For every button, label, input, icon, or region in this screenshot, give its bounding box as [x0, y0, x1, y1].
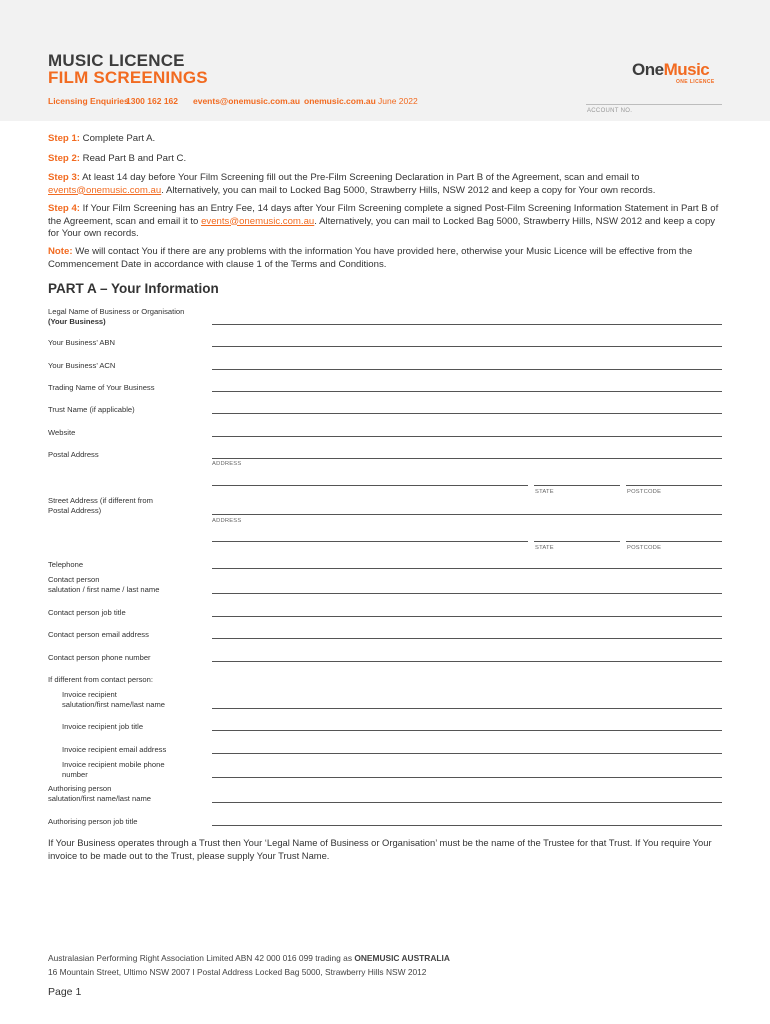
enquiries-label: Licensing Enquiries: [48, 96, 129, 106]
street-address-label: Street Address (if different from Postal Address): [48, 496, 153, 515]
step-3-email-link[interactable]: events@onemusic.com.au: [48, 184, 162, 196]
invoice-recipient-field[interactable]: [212, 708, 722, 709]
invoice-email-label: Invoice recipient email address: [62, 745, 167, 754]
contact-person-label: Contact person salutation / first name / last name: [48, 575, 160, 594]
street-postcode-sublabel: POSTCODE: [627, 545, 662, 551]
website-field[interactable]: [212, 436, 722, 437]
postal-state-sublabel: STATE: [535, 489, 554, 495]
email-link[interactable]: events@onemusic.com.au: [193, 96, 301, 106]
contact-job-field[interactable]: [212, 616, 722, 617]
part-a-title: PART A – Your Information: [48, 281, 219, 296]
street-state-field[interactable]: [534, 541, 620, 542]
postal-address-line2-field[interactable]: [212, 485, 528, 486]
website-link[interactable]: onemusic.com.au: [304, 96, 376, 106]
postal-address-field[interactable]: [212, 458, 722, 459]
website-label: Website: [48, 428, 76, 437]
invoice-mobile-label: Invoice recipient mobile phone number: [62, 760, 165, 779]
contact-job-label: Contact person job title: [48, 608, 126, 617]
account-no-line[interactable]: [586, 104, 722, 105]
invoice-email-field[interactable]: [212, 753, 722, 754]
step-4: Step 4: If Your Film Screening has an Entry Fee, 14 days after Your Film Screening complete a signed Post-Film Screening Information Statement in Part B of the Agreement, scan and email it to events@onemusic.com.au. Alternatively, you can mail to Locked Bag 5000, Strawberry Hills, NSW 2012 and keep a copy for Your own records.: [48, 203, 719, 239]
auth-person-label: Authorising person salutation/first name/last name: [48, 784, 151, 803]
acn-label: Your Business’ ACN: [48, 361, 116, 370]
postal-state-field[interactable]: [534, 485, 620, 486]
auth-job-label: Authorising person job title: [48, 817, 138, 826]
trust-note: If Your Business operates through a Trust then Your ‘Legal Name of Business or Organisation’ must be the name of the Trustee for that Trust. If You require Your invoice to be made out to the Trust, please supply Your Trust Name.: [48, 837, 712, 861]
note: Note: We will contact You if there are any problems with the information You have provided here, otherwise your Music Licence will be effective from the Commencement Date in accordance with clause 1 of the Terms and Conditions.: [48, 246, 693, 270]
contact-phone-label: Contact person phone number: [48, 653, 151, 662]
step-2: Step 2: Read Part B and Part C.: [48, 153, 187, 164]
postal-postcode-field[interactable]: [626, 485, 722, 486]
step-1: Step 1: Complete Part A.: [48, 133, 156, 144]
trust-name-field[interactable]: [212, 413, 722, 414]
account-no-label: ACCOUNT NO.: [587, 108, 633, 114]
trust-name-label: Trust Name (if applicable): [48, 405, 135, 414]
acn-field[interactable]: [212, 369, 722, 370]
street-address-sublabel: ADDRESS: [212, 518, 242, 524]
auth-person-field[interactable]: [212, 802, 722, 803]
trading-name-label: Trading Name of Your Business: [48, 383, 155, 392]
footer-line1: Australasian Performing Right Association Limited ABN 42 000 016 099 trading as ONEMUSIC AUSTRALIA: [48, 953, 450, 963]
logo-sub: ONE LICENCE: [676, 79, 715, 85]
contact-email-label: Contact person email address: [48, 630, 149, 639]
invoice-recipient-label: Invoice recipient salutation/first name/last name: [62, 690, 165, 709]
abn-label: Your Business’ ABN: [48, 338, 115, 347]
onemusic-logo: OneMusic: [632, 60, 710, 79]
footer-line2: 16 Mountain Street, Ultimo NSW 2007 I Postal Address Locked Bag 5000, Strawberry Hills NSW 2012: [48, 967, 427, 977]
telephone-field[interactable]: [212, 568, 722, 569]
contact-phone-field[interactable]: [212, 661, 722, 662]
postal-address-sublabel: ADDRESS: [212, 461, 242, 467]
contact-email-field[interactable]: [212, 638, 722, 639]
invoice-job-field[interactable]: [212, 730, 722, 731]
postal-postcode-sublabel: POSTCODE: [627, 489, 662, 495]
phone: 1300 162 162: [126, 96, 178, 106]
page-number: Page 1: [48, 986, 82, 998]
title-line2: FILM SCREENINGS: [48, 68, 208, 87]
telephone-label: Telephone: [48, 560, 84, 569]
legal-name-field[interactable]: [212, 324, 722, 325]
step-4-email-link[interactable]: events@onemusic.com.au: [201, 215, 315, 227]
step-3: Step 3: At least 14 day before Your Film Screening fill out the Pre-Film Screening Declaration in Part B of the Agreement, scan and email to events@onemusic.com.au. Alternatively, you can mail to Locked Bag 5000, Strawberry Hills, NSW 2012 and keep a copy for Your own records.: [48, 172, 656, 196]
contact-person-field[interactable]: [212, 593, 722, 594]
invoice-mobile-field[interactable]: [212, 777, 722, 778]
auth-job-field[interactable]: [212, 825, 722, 826]
street-state-sublabel: STATE: [535, 545, 554, 551]
abn-field[interactable]: [212, 346, 722, 347]
street-address-field[interactable]: [212, 514, 722, 515]
date: June 2022: [378, 96, 418, 106]
street-postcode-field[interactable]: [626, 541, 722, 542]
if-different-label: If different from contact person:: [48, 675, 153, 684]
trading-name-field[interactable]: [212, 391, 722, 392]
street-address-line2-field[interactable]: [212, 541, 528, 542]
invoice-job-label: Invoice recipient job title: [62, 722, 144, 731]
legal-name-label: Legal Name of Business or Organisation (Your Business): [48, 307, 185, 326]
postal-address-label: Postal Address: [48, 450, 99, 459]
title-line1: MUSIC LICENCE: [48, 51, 185, 70]
